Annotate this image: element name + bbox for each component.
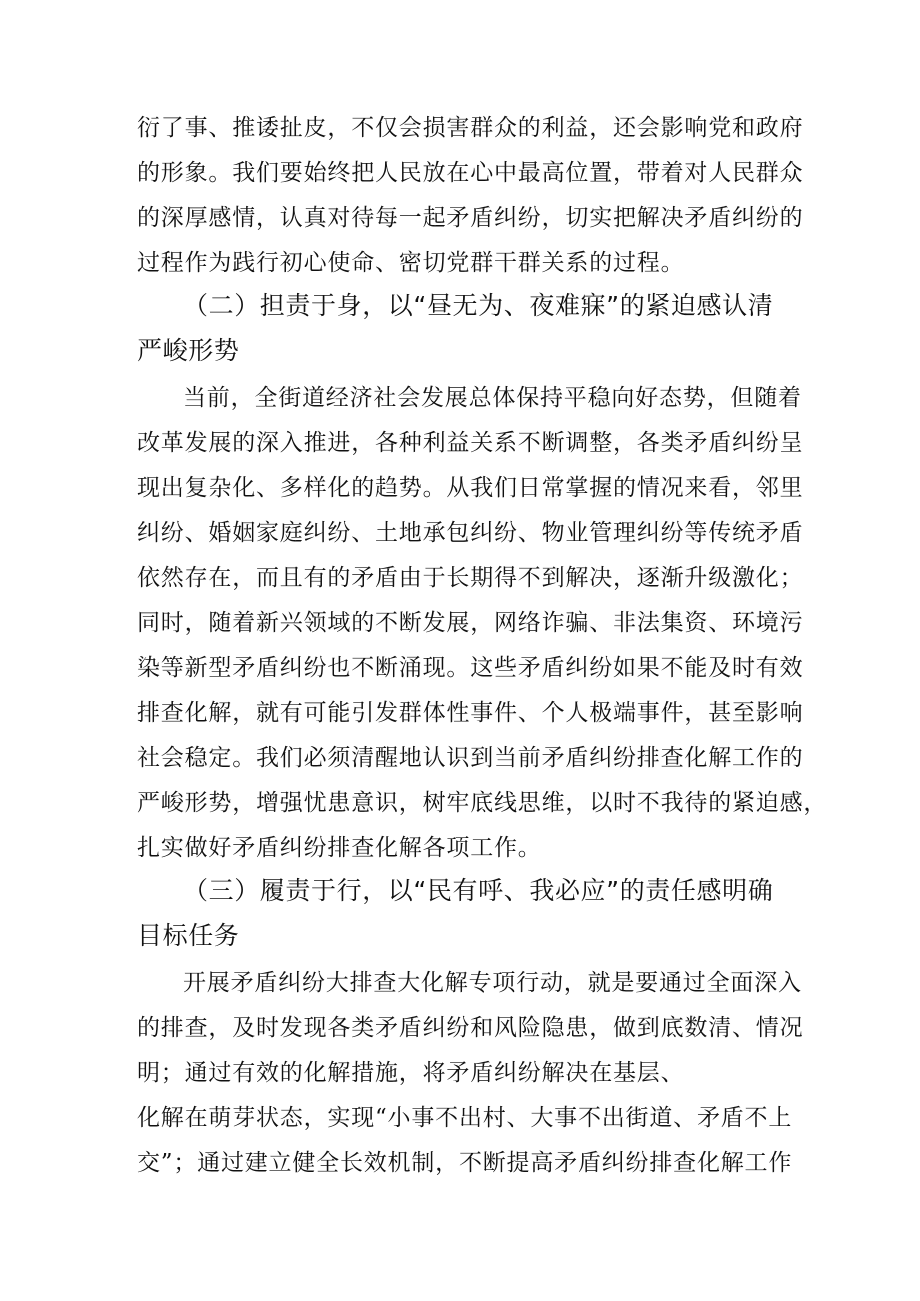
body-line: 纠纷、婚姻家庭纠纷、土地承包纠纷、物业管理纠纷等传统矛盾 bbox=[137, 520, 804, 546]
paragraph-first-line: 开展矛盾纠纷大排查大化解专项行动，就是要通过全面深入 bbox=[183, 970, 802, 996]
body-line: 社会稳定。我们必须清醒地认识到当前矛盾纠纷排查化解工作的 bbox=[137, 745, 804, 771]
body-line: 化解在萌芽状态，实现“小事不出村、大事不出街道、矛盾不上 bbox=[137, 1105, 793, 1131]
section-heading: （二）担责于身，以“昼无为、夜难寐”的紧迫感认清 bbox=[183, 291, 774, 320]
body-line: 严峻形势，增强忧患意识，树牢底线思维，以时不我待的紧迫感， bbox=[137, 790, 828, 816]
body-line: 过程作为践行初心使命、密切党群干群关系的过程。 bbox=[137, 250, 685, 276]
body-line: 交”；通过建立健全长效机制，不断提高矛盾纠纷排查化解工作 bbox=[137, 1150, 793, 1176]
paragraph-first-line: 当前，全街道经济社会发展总体保持平稳向好态势，但随着 bbox=[183, 385, 802, 411]
body-line: 衍了事、推诿扯皮，不仅会损害群众的利益，还会影响党和政府 bbox=[137, 115, 804, 141]
body-line: 依然存在，而且有的矛盾由于长期得不到解决，逐渐升级激化； bbox=[137, 565, 804, 591]
body-line: 同时，随着新兴领域的不断发展，网络诈骗、非法集资、环境污 bbox=[137, 610, 804, 636]
body-line: 明；通过有效的化解措施，将矛盾纠纷解决在基层、 bbox=[137, 1060, 685, 1086]
body-line: 改革发展的深入推进，各种利益关系不断调整，各类矛盾纠纷呈 bbox=[137, 430, 804, 456]
body-line: 排查化解，就有可能引发群体性事件、个人极端事件，甚至影响 bbox=[137, 700, 804, 726]
body-line: 的形象。我们要始终把人民放在心中最高位置，带着对人民群众 bbox=[137, 160, 804, 186]
body-line: 现出复杂化、多样化的趋势。从我们日常掌握的情况来看，邻里 bbox=[137, 475, 804, 501]
section-heading-continued: 严峻形势 bbox=[137, 336, 240, 365]
body-line: 的深厚感情，认真对待每一起矛盾纠纷，切实把解决矛盾纠纷的 bbox=[137, 205, 804, 231]
body-line: 扎实做好矛盾纠纷排查化解各项工作。 bbox=[137, 835, 542, 861]
body-line: 的排查，及时发现各类矛盾纠纷和风险隐患，做到底数清、情况 bbox=[137, 1015, 804, 1041]
section-heading: （三）履责于行，以“民有呼、我必应”的责任感明确 bbox=[183, 876, 774, 905]
section-heading-continued: 目标任务 bbox=[137, 921, 240, 950]
body-line: 染等新型矛盾纠纷也不断涌现。这些矛盾纠纷如果不能及时有效 bbox=[137, 655, 804, 681]
